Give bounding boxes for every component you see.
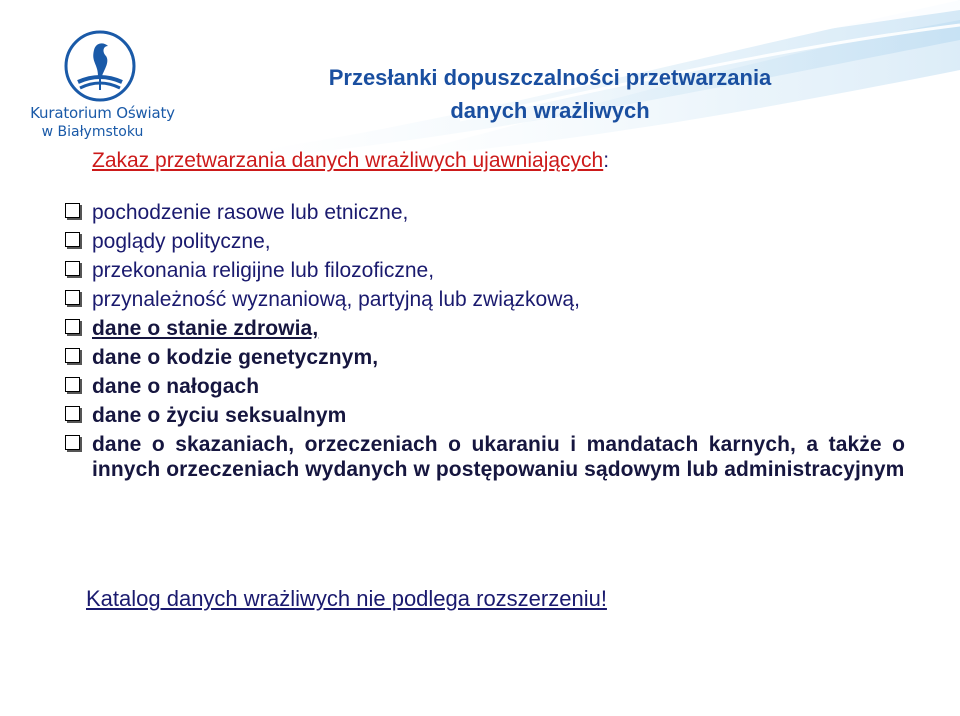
footer-note: Katalog danych wrażliwych nie podlega rozszerzeniu! — [86, 586, 607, 611]
checkbox-bullet-icon — [65, 435, 80, 450]
list-item-text: dane o skazaniach, orzeczeniach o ukaraniu i mandatach karnych, a także o innych orzeczeniach wydanych w postępowaniu sądowym lub administracyjnym — [92, 433, 905, 481]
checkbox-bullet-icon — [65, 319, 80, 334]
list-item — [65, 229, 905, 254]
logo-text-line2: w Białymstoku — [41, 124, 144, 140]
list-item-text: dane o nałogach — [92, 375, 260, 398]
list-item-text: przekonania religijne lub filozoficzne, — [92, 259, 435, 282]
list-item — [65, 374, 905, 399]
slide-title-line1: Przesłanki dopuszczalności przetwarzania — [328, 65, 772, 90]
slide-title-line2: danych wrażliwych — [450, 98, 650, 123]
list-item — [65, 432, 905, 482]
checkbox-bullet-icon — [65, 348, 80, 363]
list-item — [65, 403, 905, 428]
subtitle-colon: : — [603, 149, 610, 172]
checkbox-bullet-icon — [65, 203, 80, 218]
list-item-text: przynależność wyznaniową, partyjną lub związkową, — [92, 288, 580, 311]
list-item — [65, 200, 905, 225]
list-item-text: dane o stanie zdrowia, — [92, 317, 319, 340]
logo — [30, 28, 180, 143]
list-item — [65, 287, 905, 312]
list-item-text: poglądy polityczne, — [92, 230, 271, 253]
subtitle — [92, 149, 609, 173]
checkbox-bullet-icon — [65, 377, 80, 392]
checkbox-bullet-icon — [65, 290, 80, 305]
list-item-text: pochodzenie rasowe lub etniczne, — [92, 201, 409, 224]
list-item-text: dane o życiu seksualnym — [92, 404, 347, 427]
sensitive-data-list — [65, 200, 905, 486]
checkbox-bullet-icon — [65, 406, 80, 421]
subtitle-text: Zakaz przetwarzania danych wrażliwych ujawniających — [92, 149, 604, 172]
list-item — [65, 316, 905, 341]
slide-title — [240, 61, 860, 127]
logo-text-line1: Kuratorium Oświaty — [30, 104, 175, 122]
kuratorium-emblem-icon — [58, 28, 144, 104]
checkbox-bullet-icon — [65, 232, 80, 247]
checkbox-bullet-icon — [65, 261, 80, 276]
list-item-text: dane o kodzie genetycznym, — [92, 346, 379, 369]
list-item — [65, 258, 905, 283]
list-item — [65, 345, 905, 370]
